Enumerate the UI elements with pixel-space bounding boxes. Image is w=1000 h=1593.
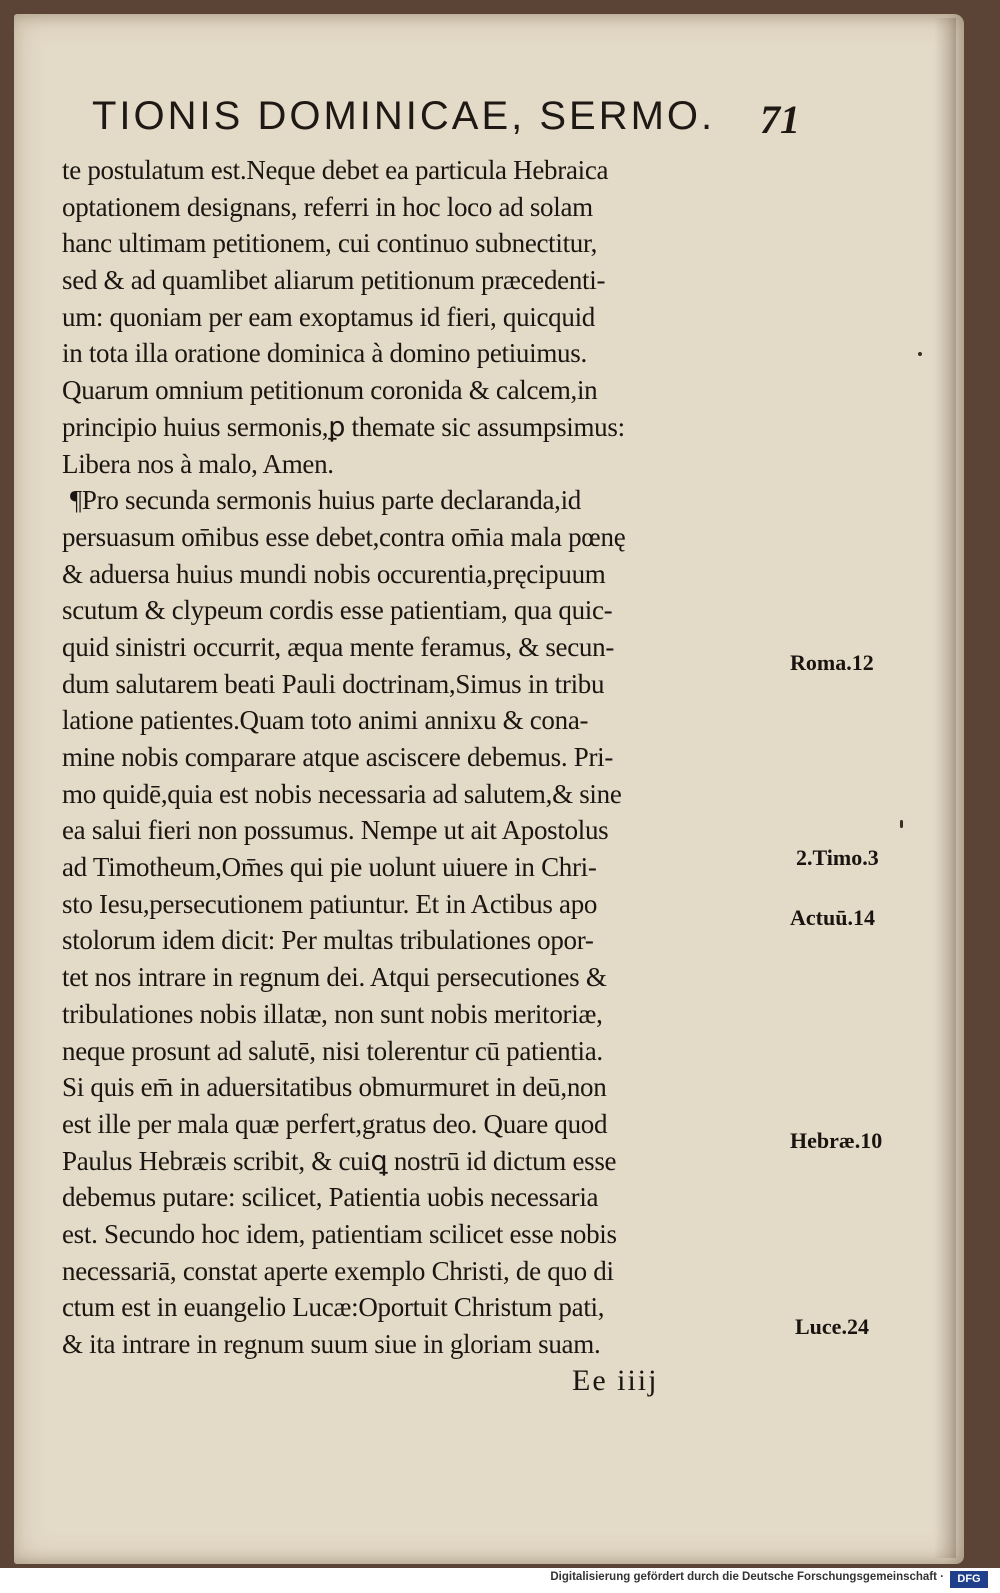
text-line: latione patientes.Quam toto animi annixu & cona- — [62, 705, 589, 736]
text-line: mine nobis comparare atque asciscere debemus. Pri- — [62, 742, 614, 772]
text-line: stolorum idem dicit: Per multas tribulationes opor- — [62, 925, 594, 956]
paper-speck — [900, 820, 903, 828]
text-line: dum salutarem beati Pauli doctrinam,Simus in tribu — [62, 668, 605, 699]
marginal-note: Actuū.14 — [790, 905, 875, 930]
page-edge-shadow — [934, 18, 956, 1558]
text-line: & aduersa huius mundi nobis occurentia,pręcipuum — [62, 558, 606, 589]
marginal-note: Roma.12 — [790, 650, 874, 675]
text-line: sto Iesu,persecutionem patiuntur. Et in Actibus apo — [62, 888, 598, 919]
text-line: te postulatum est.Neque debet ea particula Hebraica — [62, 155, 609, 185]
text-line: Paulus Hebræis scribit, & cuiꝗ nostrū id dictum esse — [62, 1145, 617, 1176]
text-line: principio huius sermonis,ꝑ themate sic assumpsimus: — [62, 411, 625, 442]
text-line: quid sinistri occurrit, æqua mente feramus, & secun- — [62, 631, 615, 662]
text-line: tribulationes nobis illatæ, non sunt nobis meritoriæ, — [62, 998, 603, 1029]
text-line: persuasum om̄ibus esse debet,contra om̄ia mala pœnę — [62, 521, 626, 552]
text-line: sed & ad quamlibet aliarum petitionum præcedenti- — [62, 265, 606, 296]
text-line: ¶Pro secunda sermonis huius parte declaranda,id — [70, 485, 581, 516]
footer-bar — [0, 1568, 1000, 1593]
text-line: Si quis em̄ in aduersitatibus obmurmuret in deū,non — [62, 1072, 607, 1103]
text-line: Libera nos à malo, Amen. — [62, 448, 334, 479]
text-line: Quarum omnium petitionum coronida & calcem,in — [62, 375, 598, 406]
text-line: um: quoniam per eam exoptamus id fieri, quicquid — [62, 301, 595, 332]
text-line: hanc ultimam petitionem, cui continuo subnectitur, — [62, 228, 598, 259]
text-line: neque prosunt ad salutē, nisi tolerentur cū patientia. — [62, 1035, 603, 1066]
page-header — [92, 88, 812, 148]
paper-speck — [918, 352, 922, 356]
text-line: mo quidē,quia est nobis necessaria ad salutem,& sine — [62, 778, 622, 809]
marginal-note: Hebræ.10 — [790, 1128, 883, 1153]
page-number: 71 — [760, 97, 800, 142]
text-line: in tota illa oratione dominica à domino petiuimus. — [62, 338, 587, 369]
footer-credit: Digitalisierung gefördert durch die Deutsche Forschungsgemeinschaft · — [550, 1571, 944, 1583]
text-line: est ille per mala quæ perfert,gratus deo. Quare quod — [62, 1108, 608, 1139]
text-line: & ita intrare in regnum suum siue in gloriam suam. — [62, 1329, 601, 1359]
signature-mark: Ee iiij — [572, 1364, 659, 1397]
text-line: ctum est in euangelio Lucæ:Oportuit Christum pati, — [62, 1292, 605, 1323]
marginal-note: 2.Timo.3 — [796, 845, 879, 870]
text-line: scutum & clypeum cordis esse patientiam, qua quic- — [62, 595, 613, 626]
text-line: ad Timotheum,Om̄es qui pie uolunt uiuere in Chri- — [62, 852, 597, 883]
marginal-note: Luce.24 — [795, 1314, 869, 1339]
running-head: TIONIS DOMINICAE, SERMO. — [92, 94, 716, 138]
body-text — [62, 152, 802, 1363]
text-line: optationem designans, referri in hoc loco ad solam — [62, 191, 593, 222]
text-line: tet nos intrare in regnum dei. Atqui persecutiones & — [62, 962, 607, 993]
text-line: debemus putare: scilicet, Patientia uobis necessaria — [62, 1182, 599, 1213]
text-line: ea salui fieri non possumus. Nempe ut ait Apostolus — [62, 815, 609, 846]
text-line: est. Secundo hoc idem, patientiam scilicet esse nobis — [62, 1218, 617, 1249]
text-line: necessariā, constat aperte exemplo Christi, de quo di — [62, 1255, 614, 1286]
dfg-logo: DFG — [950, 1571, 988, 1588]
